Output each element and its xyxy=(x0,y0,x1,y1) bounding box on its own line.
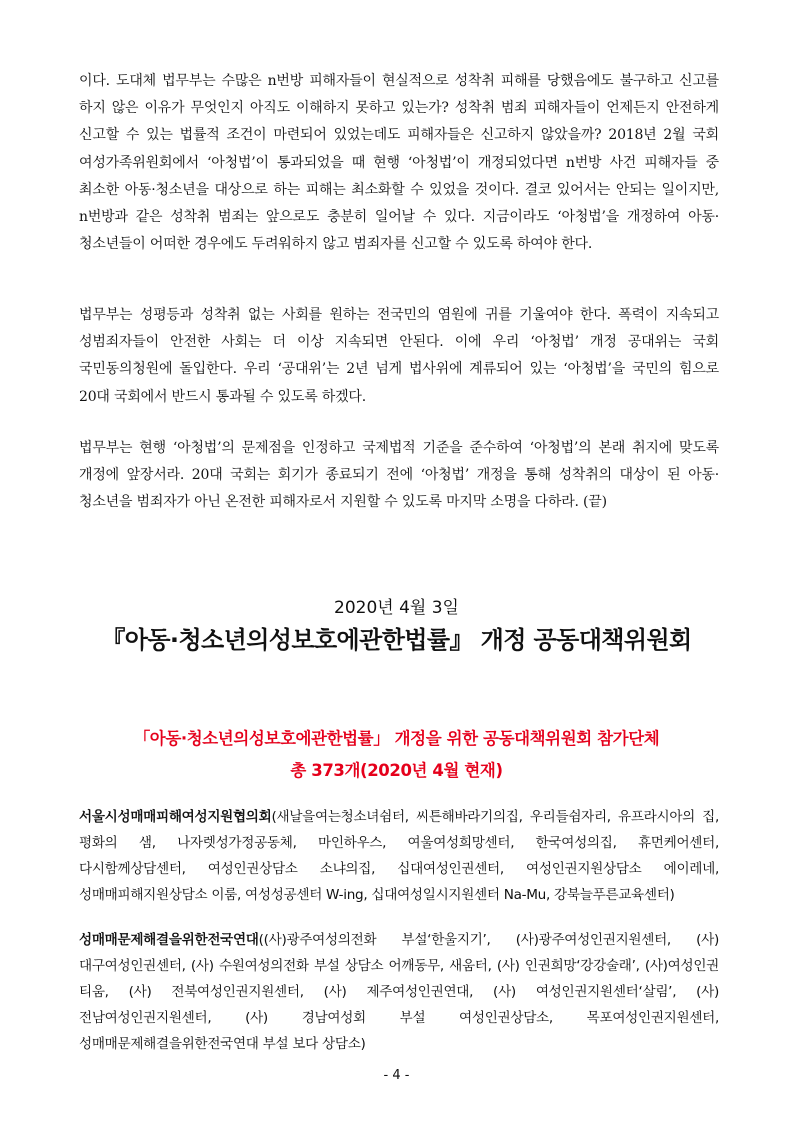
committee-name: 『아동·청소년의성보호에관한법률』 개정 공동대책위원회 xyxy=(101,626,692,654)
org-members: ((사)광주여성의전화 부설‘한울지기’, (사)광주여성인권지원센터, (사)대구여성인권센터, (사) 수원여성의전화 부설 상담소 어깨동무, 새움터, (사) 인권희망‘강강술래’, (사)여성인권 티움, (사) 전북여성인권지원센터, (사) 제주여성인권연대, (사) 여성인권지원센터‘살림’, (사) 전남여성인권지원센터, (사) 경남여성회 부설 여성인권상담소, 목포여성인권지원센터, 성매매문제해결을위한전국연대 부설 보다 상담소) xyxy=(79,932,719,1052)
org-entry xyxy=(79,804,719,908)
participants-count: 총 373개(2020년 4월 현재) xyxy=(290,761,503,780)
body-paragraph-3: 법무부는 현행 ‘아청법’의 문제점을 인정하고 국제법적 기준을 준수하여 ‘아청법’의 본래 취지에 맞도록 개정에 앞장서라. 20대 국회는 회기가 종료되기 전에 ‘아청법’ 개정을 통해 성착취의 대상이 된 아동·청소년을 범죄자가 아닌 온전한 피해자로서 지원할 수 있도록 마지막 소명을 다하라. (끝) xyxy=(79,440,719,511)
org-entry xyxy=(79,927,719,1057)
body-paragraph-2: 법무부는 성평등과 성착취 없는 사회를 원하는 전국민의 염원에 귀를 기울여야 한다. 폭력이 지속되고 성범죄자들이 안전한 사회는 더 이상 지속되면 안된다. 이에 우리 ‘아청법’ 개정 공대위는 국회 국민동의청원에 돌입한다. 우리 ‘공대위’는 2년 넘게 법사위에 계류되어 있는 ‘아청법’을 국민의 힘으로 20대 국회에서 반드시 통과될 수 있도록 하겠다. xyxy=(79,307,719,405)
page-number: - 4 - xyxy=(383,1068,410,1083)
statement-date: 2020년 4월 3일 xyxy=(334,598,459,618)
org-members: (새날을여는청소녀쉼터, 씨튼해바라기의집, 우리들쉼자리, 유프라시아의 집, 평화의 샘, 나자렛성가정공동체, 마인하우스, 여울여성희망센터, 한국여성의집, 휴먼케어센터, 다시함께상담센터, 여성인권상담소 소냐의집, 십대여성인권센터, 여성인권지원상담소 에이레네, 성매매피해지원상담소 이룸, 여성성공센터 W-ing, 십대여성일시지원센터 Na-Mu, 강북늘푸른교육센터) xyxy=(79,809,719,903)
body-paragraph-1: 이다. 도대체 법무부는 수많은 n번방 피해자들이 현실적으로 성착취 피해를 당했음에도 불구하고 신고를 하지 않은 이유가 무엇인지 아직도 이해하지 못하고 있는가? 성착취 범죄 피해자들이 언제든지 안전하게 신고할 수 있는 법률적 조건이 마련되어 있었는데도 피해자들은 신고하지 않았을까? 2018년 2월 국회 여성가족위원회에서 ‘아청법’이 통과되었을 때 현행 ‘아청법’이 개정되었다면 n번방 사건 피해자들 중 최소한 아동·청소년을 대상으로 하는 피해는 최소화할 수 있었을 것이다. 결코 있어서는 안되는 일이지만, n번방과 같은 성착취 범죄는 앞으로도 충분히 일어날 수 있다. 지금이라도 ‘아청법’을 개정하여 아동·청소년들이 어떠한 경우에도 두려워하지 않고 범죄자를 신고할 수 있도록 하여야 한다. xyxy=(79,73,719,253)
org-name: 성매매문제해결을위한전국연대 xyxy=(79,932,259,948)
org-name: 서울시성매매피해여성지원협의회 xyxy=(79,809,272,825)
participants-heading: 「아동·청소년의성보호에관한법률」 개정을 위한 공동대책위원회 참가단체 xyxy=(133,729,660,748)
